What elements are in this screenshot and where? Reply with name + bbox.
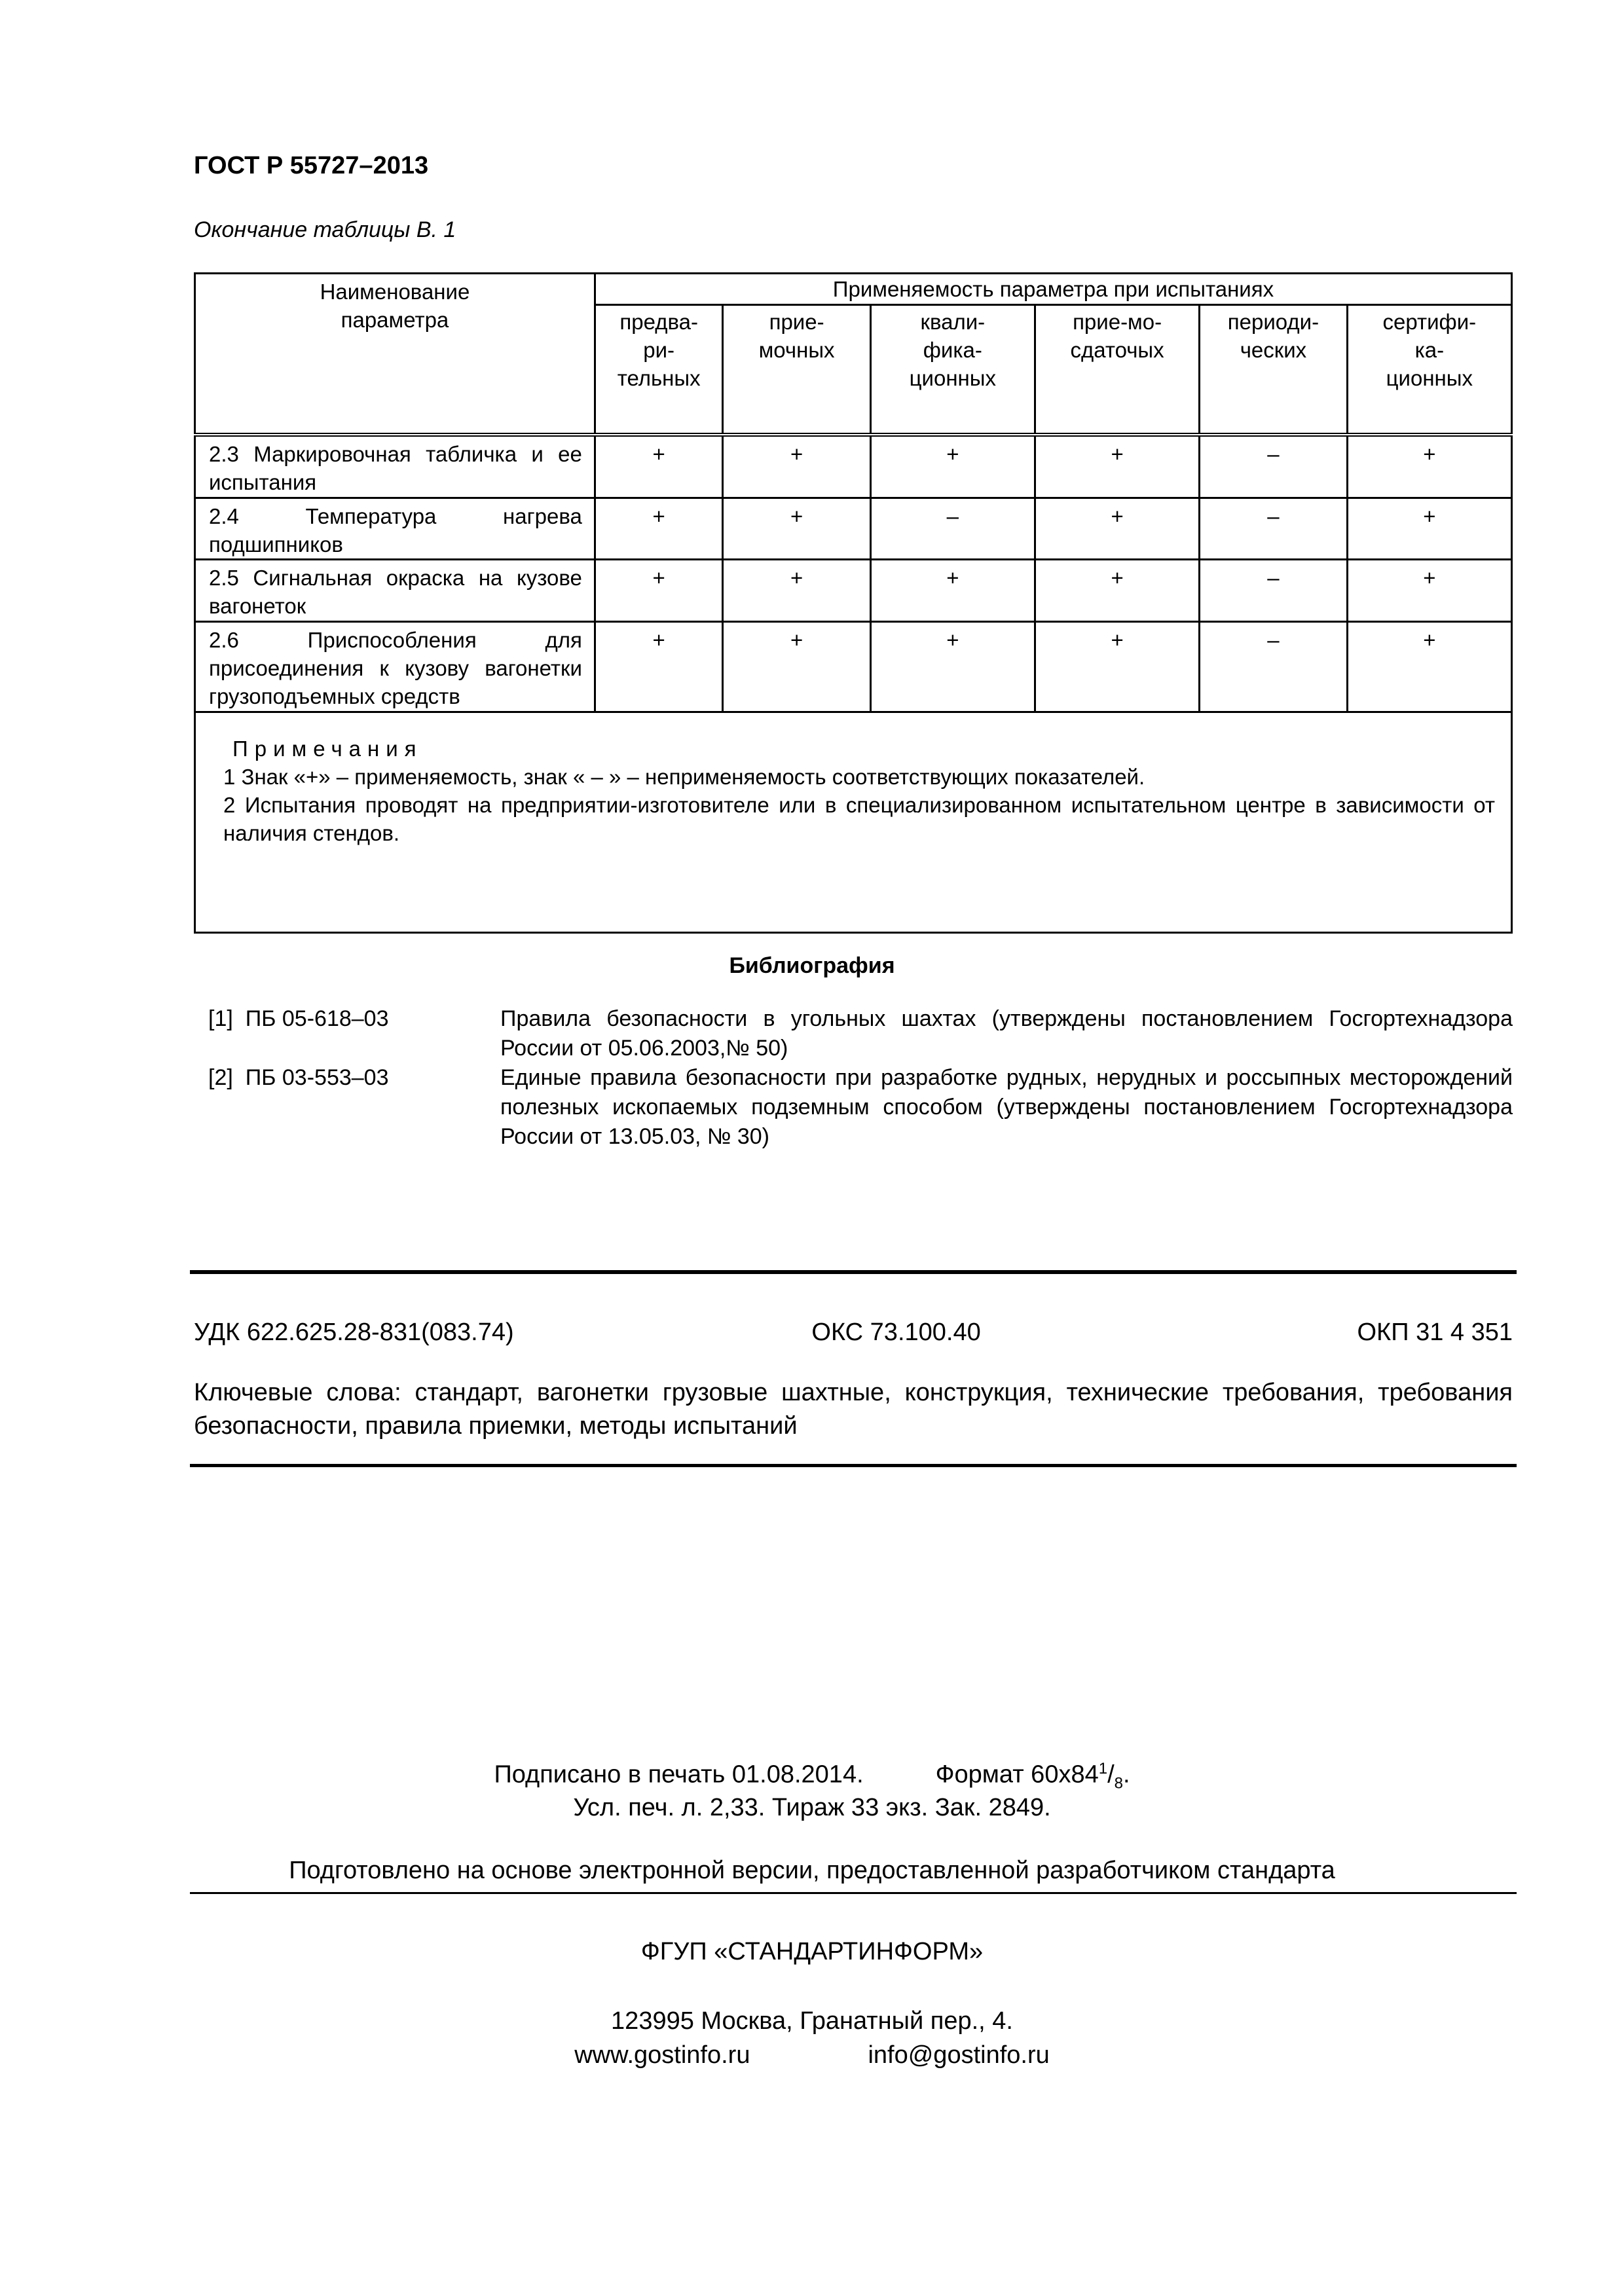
table-row: [195, 560, 1512, 622]
bibliography-ref: [2] ПБ 03-553–03: [208, 1065, 389, 1090]
row-mark: –: [870, 498, 1035, 560]
row-mark: +: [723, 498, 870, 560]
row-mark: +: [1347, 560, 1511, 622]
col-header-acceptance: прие- мочных: [723, 304, 870, 435]
row-mark: +: [595, 560, 723, 622]
row-mark: +: [723, 435, 870, 498]
oks-code: ОКС 73.100.40: [811, 1319, 981, 1346]
okp-code: ОКП 31 4 351: [1357, 1319, 1513, 1346]
publisher-name: ФГУП «СТАНДАРТИНФОРМ»: [640, 1938, 984, 1965]
bibliography-text: Правила безопасности в угольных шахтах (утверждены постановлением Госгортехнадзора России от 05.06.2003,№ 50): [500, 1006, 1513, 1061]
notes-row: [195, 712, 1512, 932]
document-id: ГОСТ Р 55727–2013: [194, 152, 429, 179]
row-mark: –: [1200, 498, 1347, 560]
row-mark: +: [1035, 622, 1199, 712]
row-mark: +: [870, 560, 1035, 622]
bibliography-entry: [208, 1004, 1513, 1063]
udk-code: УДК 622.625.28-831(083.74): [194, 1319, 514, 1346]
imprint-signed: Подписано в печать 01.08.2014.: [494, 1760, 864, 1789]
col-header-periodic: периоди- ческих: [1200, 304, 1347, 435]
bibliography-entry: [208, 1063, 1513, 1152]
row-mark: +: [595, 498, 723, 560]
bibliography-text: Единые правила безопасности при разработке рудных, нерудных и россыпных месторождений полезных ископаемых подземным способом (утверждены постановлением Госгортехнадзора России от 13.05.03, № 30): [500, 1065, 1513, 1149]
notes-title: Примечания: [232, 736, 423, 761]
applicability-table: [194, 272, 1513, 934]
table-caption: Окончание таблицы В. 1: [194, 217, 456, 242]
publisher-address: 123995 Москва, Гранатный пер., 4.: [611, 2007, 1013, 2035]
imprint-rule: [190, 1892, 1517, 1894]
top-rule: [190, 1270, 1517, 1274]
row-mark: +: [1035, 560, 1199, 622]
col-header-preliminary: предва- ри- тельных: [595, 304, 723, 435]
imprint-signed-line: Подписано в печать 01.08.2014. Формат $60x84^1/_8$.: [494, 1760, 1130, 1793]
col-header-certification: сертифи- ка- ционных: [1347, 304, 1511, 435]
row-mark: –: [1200, 622, 1347, 712]
row-mark: +: [595, 622, 723, 712]
table-row: [195, 622, 1512, 712]
applicability-header: Применяемость параметра при испытаниях: [595, 274, 1511, 305]
publisher-website[interactable]: www.gostinfo.ru: [574, 2041, 750, 2069]
imprint-prepared: Подготовлено на основе электронной версии, предоставленной разработчиком стандарта: [289, 1857, 1335, 1884]
publisher-email[interactable]: info@gostinfo.ru: [868, 2041, 1050, 2069]
row-mark: +: [1035, 498, 1199, 560]
note-1: 1 Знак «+» – применяемость, знак « – » – неприменяемость соответствующих показателей.: [223, 764, 1145, 789]
classification-row: [194, 1319, 1513, 1347]
row-mark: +: [870, 622, 1035, 712]
row-mark: +: [1347, 435, 1511, 498]
bottom-rule: [190, 1464, 1517, 1467]
row-name: 2.5 Сигнальная окраска на кузове вагонеток: [195, 560, 595, 622]
table-row: [195, 435, 1512, 498]
row-mark: –: [1200, 560, 1347, 622]
note-2: 2 Испытания проводят на предприятии-изготовителе или в специализированном испытательном центре в зависимости от наличия стендов.: [223, 792, 1495, 845]
row-mark: +: [1347, 498, 1511, 560]
table-row: [195, 498, 1512, 560]
imprint-format-numerator: 1: [1098, 1760, 1108, 1777]
col-header-qualification: квали- фика- ционных: [870, 304, 1035, 435]
row-mark: +: [1347, 622, 1511, 712]
row-mark: +: [595, 435, 723, 498]
row-mark: –: [1200, 435, 1347, 498]
imprint-print-info: Усл. печ. л. 2,33. Тираж 33 экз. Зак. 2849.: [573, 1794, 1051, 1821]
col-header-delivery: прие-мо- сдаточых: [1035, 304, 1199, 435]
notes-cell: [195, 712, 1512, 932]
bibliography-title: Библиография: [729, 953, 895, 978]
row-mark: +: [1035, 435, 1199, 498]
imprint-format-end: .: [1123, 1760, 1130, 1789]
imprint-format-denominator: 8: [1114, 1774, 1123, 1793]
keywords: Ключевые слова: стандарт, вагонетки грузовые шахтные, конструкция, технические требования, требования безопасности, правила приемки, методы испытаний: [194, 1379, 1513, 1440]
imprint-format: Формат 60x84: [935, 1760, 1099, 1789]
row-name: 2.4 Температура нагрева подшипников: [195, 498, 595, 560]
publisher-contacts: [0, 2041, 1624, 2069]
row-mark: +: [723, 560, 870, 622]
row-name: 2.6 Приспособления для присоединения к кузову вагонетки грузоподъемных средств: [195, 622, 595, 712]
bibliography-ref: [1] ПБ 05-618–03: [208, 1006, 389, 1031]
row-mark: +: [870, 435, 1035, 498]
param-header: Наименование параметра: [195, 274, 595, 435]
row-mark: +: [723, 622, 870, 712]
row-name: 2.3 Маркировочная табличка и ее испытания: [195, 435, 595, 498]
